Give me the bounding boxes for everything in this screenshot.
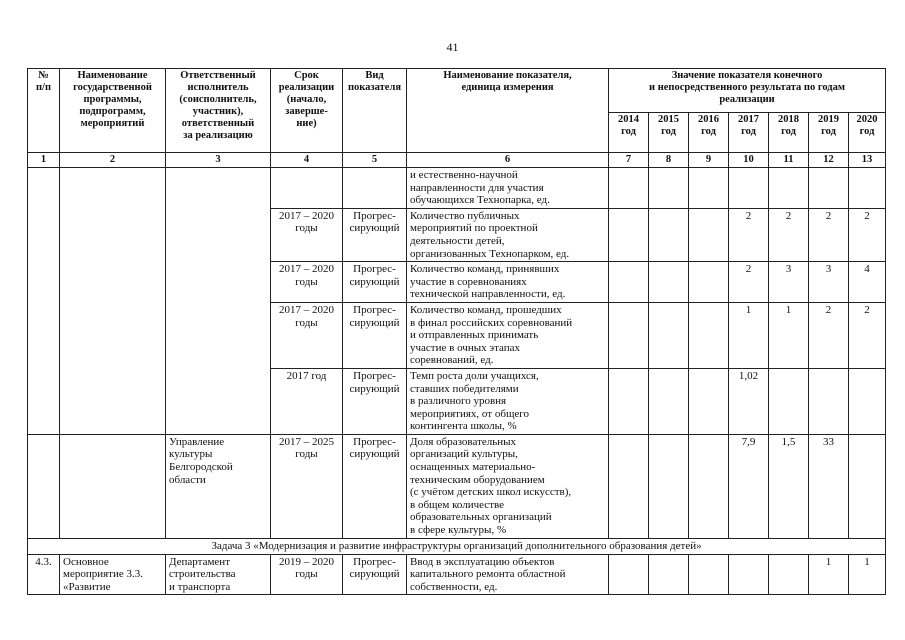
cell-value: 3	[769, 262, 809, 303]
cell-value: 2	[809, 208, 849, 261]
header-year: 2020 год	[849, 113, 886, 153]
cell-value	[849, 368, 886, 434]
column-number: 10	[729, 153, 769, 168]
page-number: 41	[446, 40, 459, 54]
program-indicators-table	[27, 68, 886, 595]
cell-value: 33	[809, 434, 849, 538]
cell-value: 2	[729, 208, 769, 261]
cell-value: 1	[809, 554, 849, 595]
cell-value	[769, 554, 809, 595]
table-row	[28, 434, 886, 538]
cell-num: 4.3.	[28, 554, 60, 595]
cell-kind: Прогрес- сирующий	[343, 208, 407, 261]
cell-term: 2017 год	[271, 368, 343, 434]
column-number: 6	[407, 153, 609, 168]
cell-value	[609, 208, 649, 261]
header-name: Наименование государственной программы, подпрограмм, мероприятий	[60, 69, 166, 153]
cell-term: 2017 – 2020 годы	[271, 208, 343, 261]
header-year: 2019 год	[809, 113, 849, 153]
cell-value	[769, 368, 809, 434]
column-number: 5	[343, 153, 407, 168]
cell-value: 2	[849, 208, 886, 261]
header-values-group: Значение показателя конечного и непосредственного результата по годам реализации	[609, 69, 886, 113]
cell-value: 7,9	[729, 434, 769, 538]
cell-value	[689, 368, 729, 434]
cell-kind: Прогрес- сирующий	[343, 554, 407, 595]
cell-value: 2	[849, 302, 886, 368]
cell-value	[649, 168, 689, 209]
cell-value	[689, 554, 729, 595]
cell-term: 2017 – 2020 годы	[271, 262, 343, 303]
cell-value: 1	[729, 302, 769, 368]
column-number: 2	[60, 153, 166, 168]
header-num: № п/п	[28, 69, 60, 153]
cell-value: 4	[849, 262, 886, 303]
cell-responsible: Департамент строительства и транспорта	[166, 554, 271, 595]
cell-name: Основное мероприятие 3.3. «Развитие	[60, 554, 166, 595]
cell-value	[609, 554, 649, 595]
cell-term	[271, 168, 343, 209]
cell-value	[609, 368, 649, 434]
header-responsible: Ответственный исполнитель (соисполнитель, участник), ответственный за реализацию	[166, 69, 271, 153]
cell-value	[689, 434, 729, 538]
cell-term: 2017 – 2025 годы	[271, 434, 343, 538]
cell-indicator: Ввод в эксплуатацию объектов капитального ремонта областной собственности, ед.	[407, 554, 609, 595]
cell-value	[649, 262, 689, 303]
cell-kind: Прогрес- сирующий	[343, 368, 407, 434]
cell-value	[649, 434, 689, 538]
header-year: 2015 год	[649, 113, 689, 153]
cell-value	[609, 262, 649, 303]
cell-value	[609, 168, 649, 209]
cell-value	[849, 434, 886, 538]
cell-value	[689, 262, 729, 303]
cell-indicator: и естественно-научной направленности для участия обучающихся Технопарка, ед.	[407, 168, 609, 209]
cell-value	[649, 302, 689, 368]
cell-kind: Прогрес- сирующий	[343, 302, 407, 368]
cell-value	[729, 554, 769, 595]
table-row	[28, 554, 886, 595]
cell-indicator: Количество команд, принявших участие в соревнованиях технической направленности, ед.	[407, 262, 609, 303]
cell-kind: Прогрес- сирующий	[343, 434, 407, 538]
header-kind: Вид показателя	[343, 69, 407, 153]
column-number: 9	[689, 153, 729, 168]
column-number: 1	[28, 153, 60, 168]
cell-value	[849, 168, 886, 209]
cell-term: 2017 – 2020 годы	[271, 302, 343, 368]
column-number: 13	[849, 153, 886, 168]
column-number: 12	[809, 153, 849, 168]
header-indicator: Наименование показателя, единица измерения	[407, 69, 609, 153]
cell-value	[689, 302, 729, 368]
cell-value: 1,5	[769, 434, 809, 538]
cell-value	[609, 302, 649, 368]
header-year: 2016 год	[689, 113, 729, 153]
cell-value	[689, 168, 729, 209]
cell-responsible: Управление культуры Белгородской области	[166, 434, 271, 538]
cell-value	[689, 208, 729, 261]
header-term: Срок реализации (начало, заверше- ние)	[271, 69, 343, 153]
header-year: 2017 год	[729, 113, 769, 153]
cell-term: 2019 – 2020 годы	[271, 554, 343, 595]
cell-value: 1	[849, 554, 886, 595]
cell-name	[60, 434, 166, 538]
cell-indicator: Темп роста доли учащихся, ставших победителями в различного уровня мероприятиях, от общего контингента школы, %	[407, 368, 609, 434]
column-number: 7	[609, 153, 649, 168]
cell-indicator: Количество публичных мероприятий по проектной деятельности детей, организованных Технопарком, ед.	[407, 208, 609, 261]
cell-value	[649, 208, 689, 261]
task-row	[28, 538, 886, 554]
cell-value	[809, 368, 849, 434]
cell-value	[649, 368, 689, 434]
table-row	[28, 168, 886, 209]
cell-indicator: Доля образовательных организаций культуры, оснащенных материально- техническим оборудованием (с учётом детских школ искусств), в общем количестве образовательных организаций в сфере культуры, %	[407, 434, 609, 538]
column-number: 8	[649, 153, 689, 168]
column-number: 11	[769, 153, 809, 168]
cell-value	[809, 168, 849, 209]
cell-value	[609, 434, 649, 538]
column-number: 3	[166, 153, 271, 168]
column-number: 4	[271, 153, 343, 168]
cell-value: 2	[769, 208, 809, 261]
cell-value: 2	[809, 302, 849, 368]
header-year: 2018 год	[769, 113, 809, 153]
cell-kind: Прогрес- сирующий	[343, 262, 407, 303]
cell-kind	[343, 168, 407, 209]
task-title: Задача 3 «Модернизация и развитие инфраструктуры организаций дополнительного образования детей»	[28, 538, 886, 554]
cell-value	[649, 554, 689, 595]
cell-indicator: Количество команд, прошедших в финал российских соревнований и отправленных принимать участие в очных этапах соревнований, ед.	[407, 302, 609, 368]
cell-name	[60, 168, 166, 435]
cell-num	[28, 168, 60, 435]
cell-value: 2	[729, 262, 769, 303]
cell-value: 3	[809, 262, 849, 303]
column-numbers-row	[28, 153, 886, 168]
cell-value: 1,02	[729, 368, 769, 434]
cell-num	[28, 434, 60, 538]
cell-responsible	[166, 168, 271, 435]
cell-value: 1	[769, 302, 809, 368]
header-row	[28, 69, 886, 113]
header-year: 2014 год	[609, 113, 649, 153]
cell-value	[769, 168, 809, 209]
cell-value	[729, 168, 769, 209]
